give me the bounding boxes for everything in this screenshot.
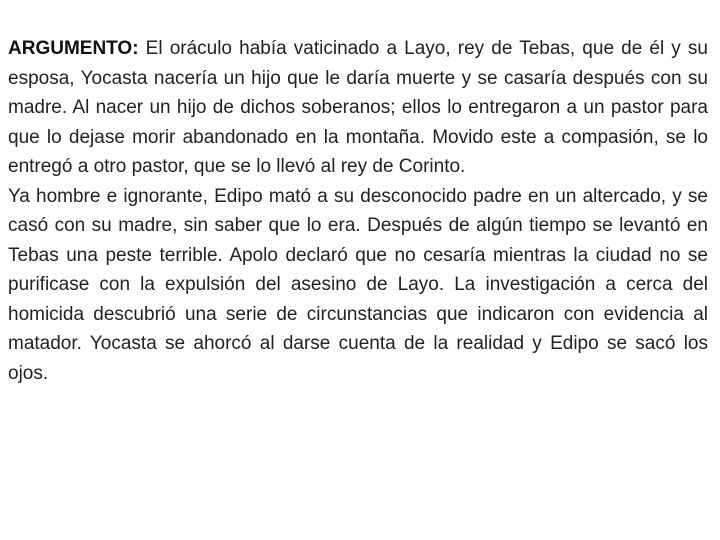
paragraph-1-text: El oráculo había vaticinado a Layo, rey de Tebas, que de él y su esposa, Yocasta nacería un hijo que le daría muerte y se casaría después con su madre. Al nacer un hijo de dichos soberanos; ellos lo entregaron a un pastor para que lo dejase morir abandonado en la montaña. Movido este a compasión, se lo entregó a otro pastor, que se lo llevó al rey de Corinto. [8, 38, 708, 177]
argument-paragraph-1 [8, 34, 708, 182]
argument-label: ARGUMENTO: [8, 38, 139, 59]
argument-text-block [8, 34, 708, 388]
argument-paragraph-2: Ya hombre e ignorante, Edipo mató a su desconocido padre en un altercado, y se casó con su madre, sin saber que lo era. Después de algún tiempo se levantó en Tebas una peste terrible. Apolo declaró que no cesaría mientras la ciudad no se purificase con la expulsión del asesino de Layo. La investigación a cerca del homicida descubrió una serie de circunstancias que indicaron con evidencia al matador. Yocasta se ahorcó al darse cuenta de la realidad y Edipo se sacó los ojos. [8, 185, 708, 384]
